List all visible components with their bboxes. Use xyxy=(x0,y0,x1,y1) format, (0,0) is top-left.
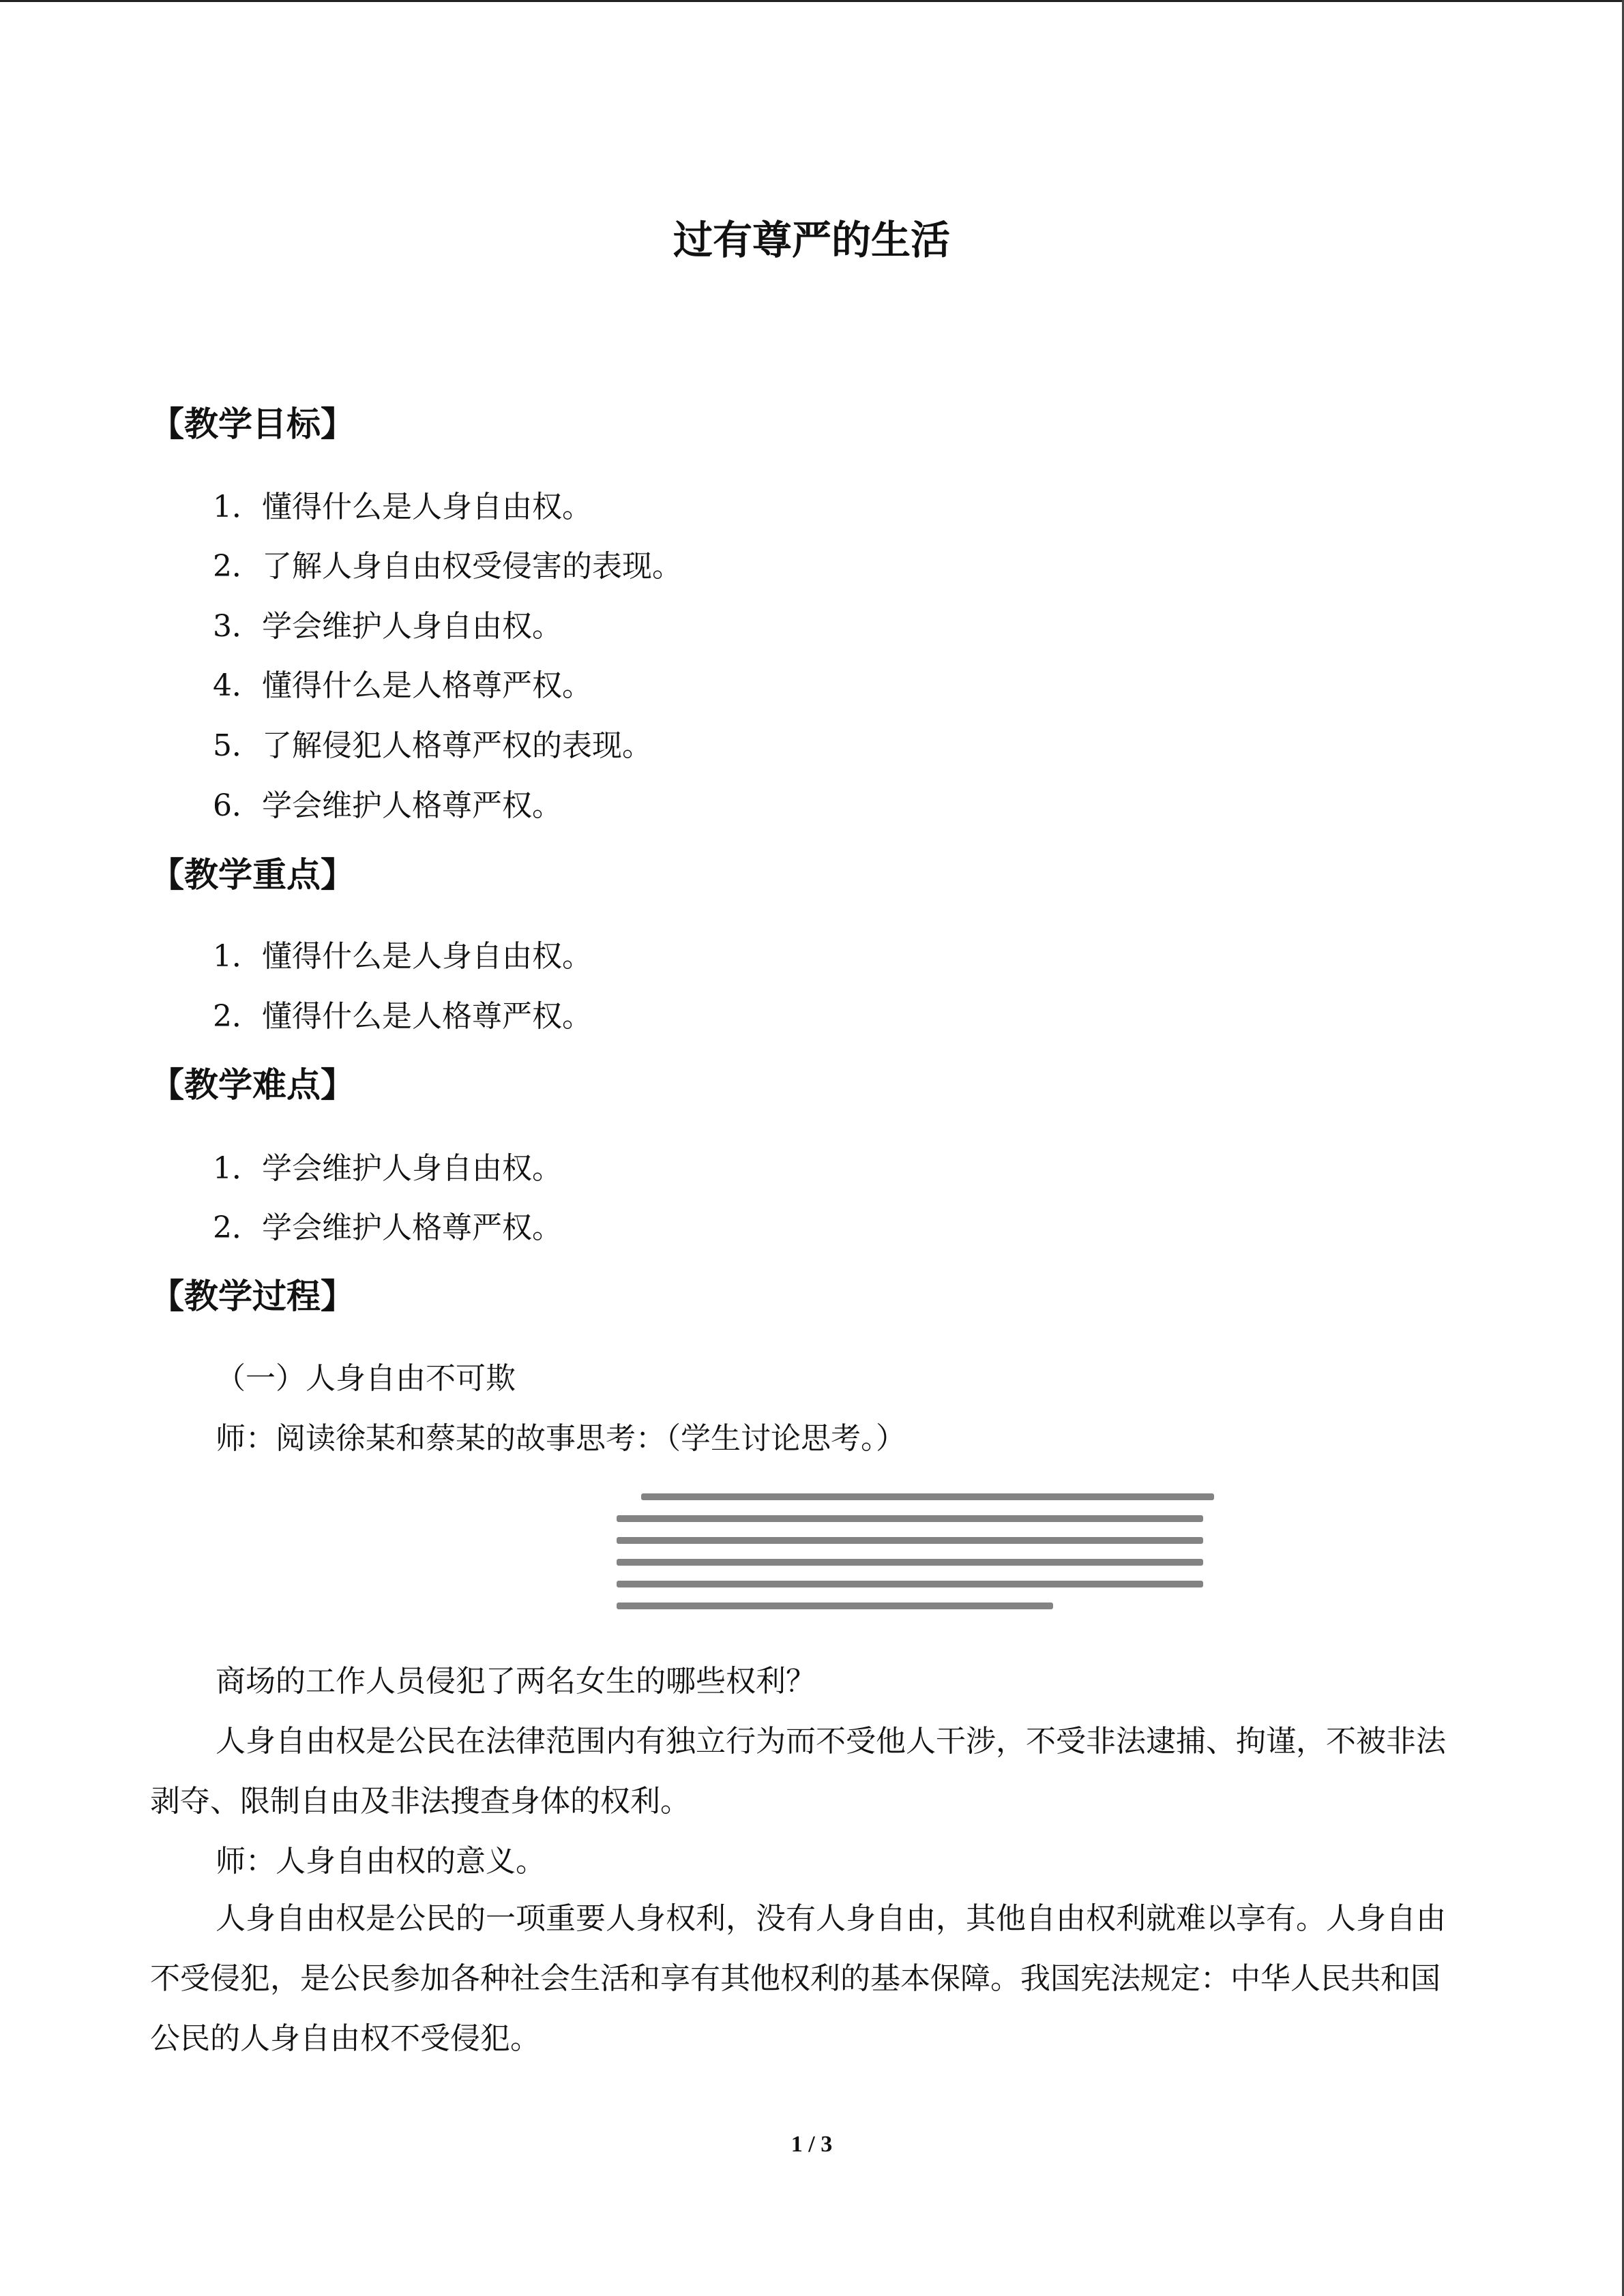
key-point-item: 2．懂得什么是人格尊严权。 xyxy=(213,999,592,1034)
page-number: 1 / 3 xyxy=(791,2132,833,2157)
objective-item: 3．学会维护人身自由权。 xyxy=(213,609,562,644)
top-border xyxy=(0,0,1624,2)
key-points-heading: 【教学重点】 xyxy=(150,855,355,895)
objective-item: 5．了解侵犯人格尊严权的表现。 xyxy=(213,728,652,763)
objective-item: 2．了解人身自由权受侵害的表现。 xyxy=(213,549,682,584)
objective-item: 4．懂得什么是人格尊严权。 xyxy=(213,668,592,703)
process-prompt: 师：阅读徐某和蔡某的故事思考：（学生讨论思考。） xyxy=(216,1421,906,1456)
significance-paragraph: 人身自由权是公民的一项重要人身权利，没有人身自由，其他自由权利就难以享有。人身自由不受侵犯，是公民参加各种社会生活和享有其他权利的基本保障。我国宪法规定：中华人民共和国公民的人身自由权不受侵犯。 xyxy=(150,1901,1446,2056)
objective-item: 1．懂得什么是人身自由权。 xyxy=(213,490,592,524)
teacher-line: 师：人身自由权的意义。 xyxy=(216,1844,546,1879)
objective-item: 6．学会维护人格尊严权。 xyxy=(213,788,562,823)
objectives-heading: 【教学目标】 xyxy=(150,404,355,444)
difficulty-item: 1．学会维护人身自由权。 xyxy=(213,1151,562,1186)
story-excerpt-image xyxy=(600,1480,1214,1630)
definition-paragraph: 人身自由权是公民在法律范围内有独立行为而不受他人干涉，不受非法逮捕、拘谨，不被非法剥夺、限制自由及非法搜查身体的权利。 xyxy=(150,1724,1446,1819)
difficulties-heading: 【教学难点】 xyxy=(150,1065,355,1105)
process-subheading: （一）人身自由不可欺 xyxy=(216,1361,516,1396)
discussion-question: 商场的工作人员侵犯了两名女生的哪些权利？ xyxy=(216,1664,816,1699)
key-point-item: 1．懂得什么是人身自由权。 xyxy=(213,939,592,974)
process-heading: 【教学过程】 xyxy=(150,1277,355,1316)
document-title: 过有尊严的生活 xyxy=(673,217,950,263)
difficulty-item: 2．学会维护人格尊严权。 xyxy=(213,1210,562,1245)
